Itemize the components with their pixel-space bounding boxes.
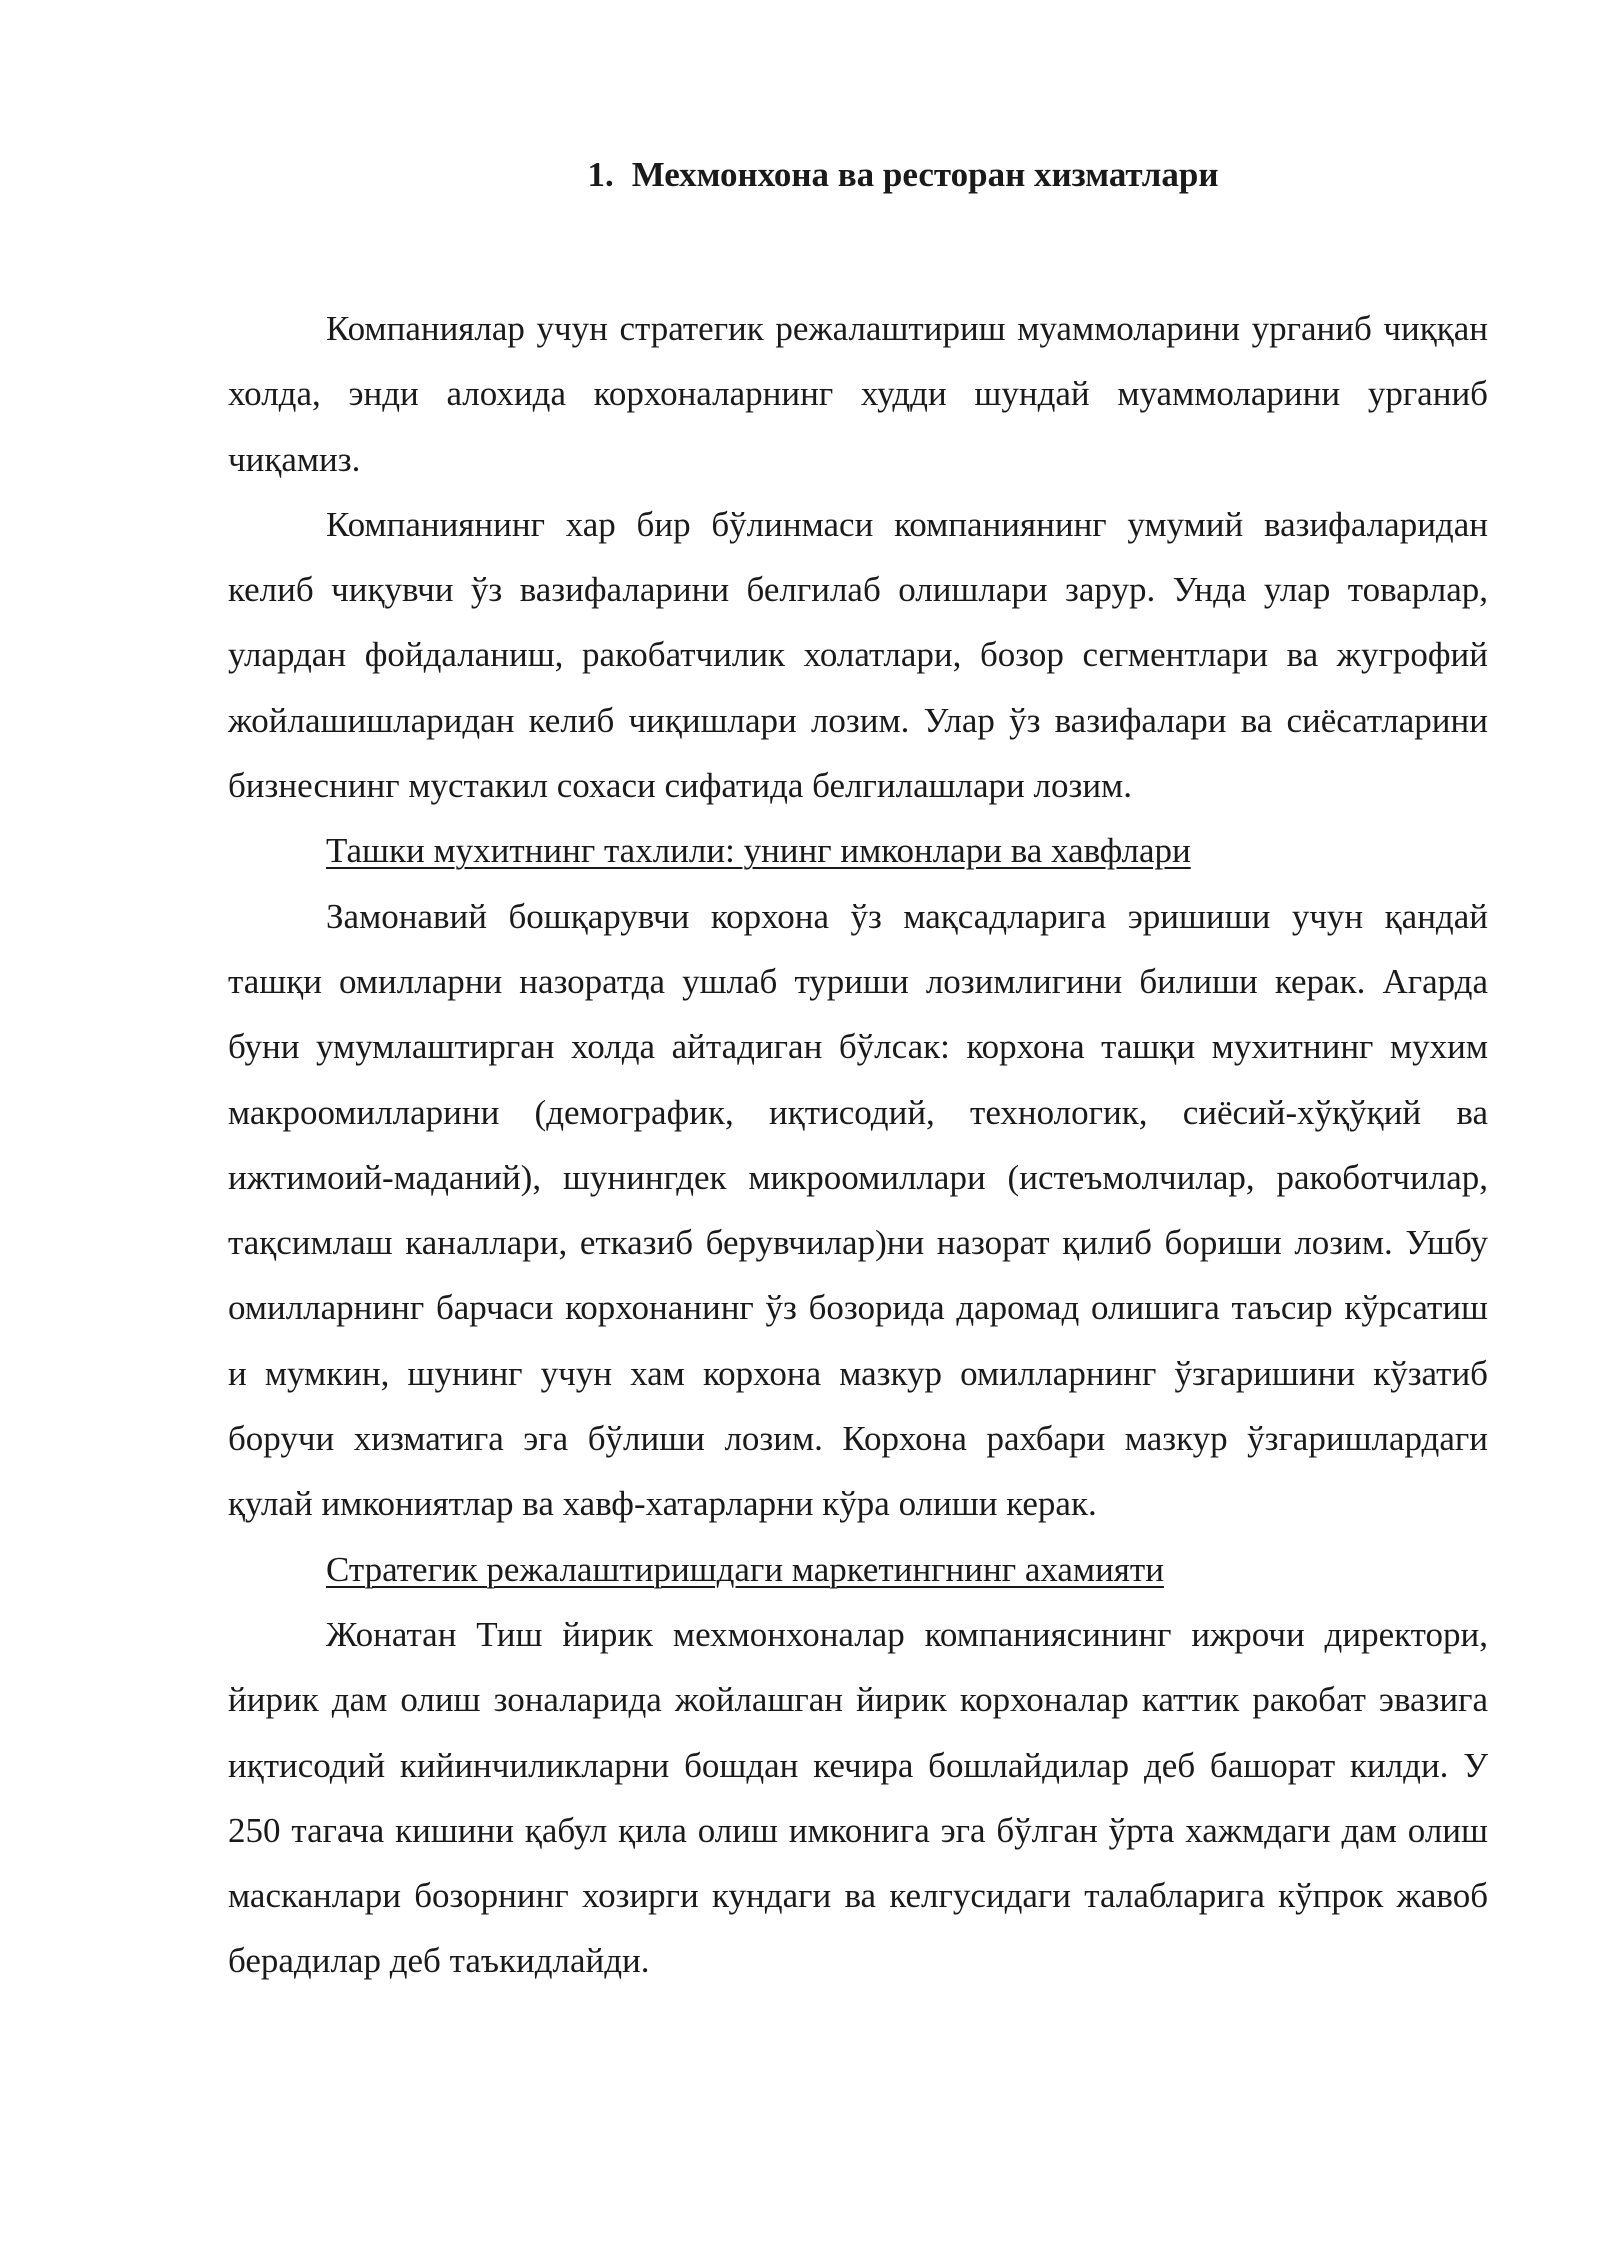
heading-text: Мехмонхона ва ресторан хизматлари <box>631 155 1219 194</box>
page-title <box>228 150 1488 200</box>
subheading-external-environment <box>228 818 1488 883</box>
paragraph-4: Жонатан Тиш йирик мехмонхоналар компаниясининг ижрочи директори, йирик дам олиш зоналарида жойлашган йирик корхоналар каттик ракобат эвазига иқтисодий кийинчиликларни бошдан кечира бошлайдилар деб башорат килди. У 250 тагача кишини қабул қила олиш имконига эга бўлган ўрта хажмдаги дам олиш масканлари бозорнинг хозирги кундаги ва келгусидаги талабларига кўпрок жавоб берадилар деб таъкидлайди. <box>228 1614 1488 1981</box>
paragraph-1: Компаниялар учун стратегик режалаштириш муаммоларини урганиб чиққан холда, энди алохида корхоналарнинг худди шундай муаммоларини урганиб чиқамиз. <box>228 309 1488 479</box>
subheading-marketing-importance <box>228 1537 1488 1602</box>
heading-number: 1. <box>587 155 614 194</box>
subheading-2-text: Стратегик режалаштиришдаги маркетингнинг ахамияти <box>326 1549 1164 1589</box>
subheading-1-text: Ташки мухитнинг тахлили: унинг имконлари ва хавфлари <box>326 831 1191 871</box>
document-body <box>228 150 1488 1994</box>
paragraph-2: Компаниянинг хар бир бўлинмаси компаниянинг умумий вазифаларидан келиб чиқувчи ўз вазифаларини белгилаб олишлари зарур. Унда улар товарлар, улардан фойдаланиш, ракобатчилик холатлари, бозор сегментлари ва жугрофий жойлашишларидан келиб чиқишлари лозим. Улар ўз вазифалари ва сиёсатларини бизнеснинг мустакил сохаси сифатида белгилашлари лозим. <box>228 504 1488 806</box>
paragraph-3: Замонавий бошқарувчи корхона ўз мақсадларига эришиши учун қандай ташқи омилларни назоратда ушлаб туриши лозимлигини билиши керак. Агарда буни умумлаштирган холда айтадиган бўлсак: корхона ташқи мухитнинг мухим макроомилларини (демографик, иқтисодий, технологик, сиёсий-хўқўқий ва ижтимоий-маданий), шунингдек микроомиллари (истеъмолчилар, ракоботчилар, тақсимлаш каналлари, етказиб берувчилар)ни назорат қилиб бориши лозим. Ушбу омилларнинг барчаси корхонанинг ўз бозорида даромад олишига таъсир кўрсатиш и мумкин, шунинг учун хам корхона мазкур омилларнинг ўзгаришини кўзатиб боручи хизматига эга бўлиши лозим. Корхона рахбари мазкур ўзгаришлардаги қулай имкониятлар ва хавф-хатарларни кўра олиши керак. <box>228 896 1488 1524</box>
